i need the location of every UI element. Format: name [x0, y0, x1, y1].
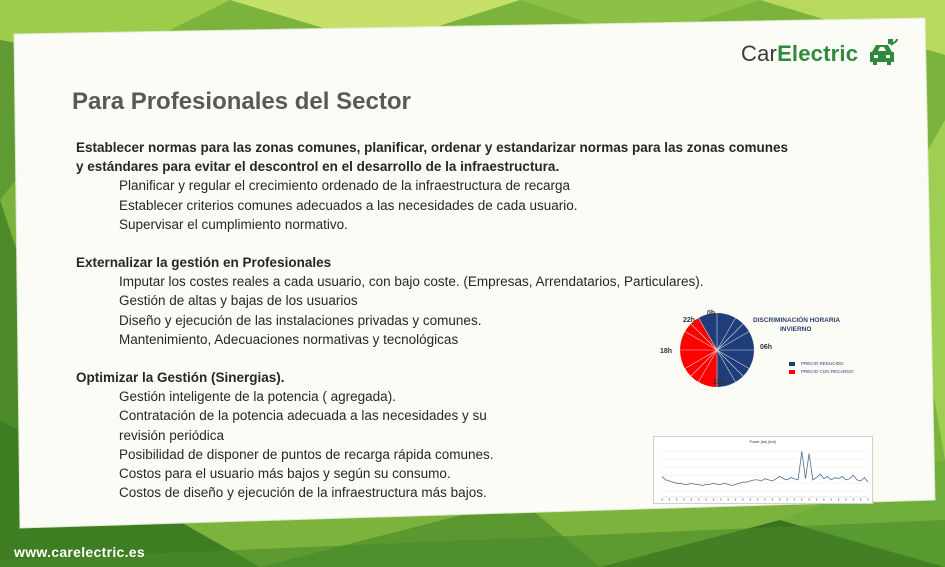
list-item: Gestión inteligente de la potencia ( agregada). [119, 389, 396, 405]
x-tick-mark [706, 499, 707, 501]
legend-item [789, 369, 854, 374]
x-tick-mark [772, 499, 773, 501]
hour-label-12h: 12h [713, 379, 726, 386]
x-tick-mark [713, 499, 714, 501]
x-tick-mark [867, 499, 868, 501]
brand-name: CarElectric [741, 41, 859, 66]
hour-label-0h: 0h [707, 310, 716, 317]
section-heading: Establecer normas para las zonas comunes, planificar, ordenar y estandarizar normas para las zonas comunes [76, 140, 789, 155]
x-tick-mark [742, 499, 743, 501]
section-heading-cont: y estándares para evitar el descontrol en el desarrollo de la infraestructura. [76, 159, 560, 175]
page-title: Para Profesionales del Sector [72, 88, 411, 115]
list-item: Gestión de altas y bajas de los usuarios [119, 293, 358, 309]
x-tick-mark [764, 499, 765, 501]
x-tick-mark [720, 499, 721, 501]
list-item: Diseño y ejecución de las instalaciones privadas y comunes. [119, 312, 482, 328]
x-tick-mark [860, 499, 861, 501]
x-tick-mark [853, 499, 854, 501]
x-tick-mark [779, 499, 780, 501]
x-tick-mark [698, 499, 699, 501]
x-tick-mark [750, 499, 751, 501]
x-tick-mark [676, 499, 677, 501]
legend-swatch [789, 362, 795, 366]
hour-label-06h: 06h [760, 344, 773, 351]
x-tick-mark [684, 499, 685, 501]
x-tick-mark [845, 499, 846, 501]
time-discrimination-chart [655, 308, 875, 388]
list-item: Contratación de la potencia adecuada a las necesidades y su [119, 408, 487, 424]
power-line-chart-svg [654, 437, 872, 503]
x-tick-mark [816, 499, 817, 501]
power-line-chart [653, 436, 873, 504]
mini-chart-title: Power (kw) (kvA) [749, 440, 777, 444]
x-tick-mark [661, 499, 662, 501]
x-tick-mark [838, 499, 839, 501]
brand-logo [741, 34, 900, 74]
chart-subtitle: INVIERNO [780, 326, 812, 333]
list-item: revisión periódica [119, 427, 225, 443]
section-heading: Externalizar la gestión en Profesionales [76, 255, 332, 271]
list-item: Planificar y regular el crecimiento ordenado de la infraestructura de recarga [119, 178, 570, 194]
list-item: Costos de diseño y ejecución de la infraestructura más bajos. [119, 485, 487, 501]
x-tick-mark [794, 499, 795, 501]
legend-label: PRECIO CON RECARGO [801, 369, 854, 374]
list-item: Imputar los costes reales a cada usuario, con bajo coste. (Empresas, Arrendatarios, Particulares). [119, 274, 704, 290]
x-tick-mark [809, 499, 810, 501]
x-tick-mark [823, 499, 824, 501]
list-item: Costos para el usuario más bajos y según su consumo. [119, 466, 451, 482]
list-item: Establecer criterios comunes adecuados a las necesidades de cada usuario. [119, 197, 578, 213]
hour-label-22h: 22h [683, 317, 696, 324]
hour-label-18h: 18h [660, 348, 673, 355]
footer-url: www.carelectric.es [14, 544, 145, 560]
legend-item [789, 361, 844, 366]
list-item: Supervisar el cumplimiento normativo. [119, 216, 348, 232]
list-item: Posibilidad de disponer de puntos de recarga rápida comunes. [119, 446, 494, 462]
list-item: Mantenimiento, Adecuaciones normativas y tecnológicas [119, 331, 459, 347]
x-tick-mark [831, 499, 832, 501]
section-heading: Optimizar la Gestión (Sinergias). [76, 370, 285, 386]
power-series-line [662, 451, 868, 485]
x-tick-mark [787, 499, 788, 501]
x-tick-mark [801, 499, 802, 501]
x-tick-mark [757, 499, 758, 501]
x-tick-mark [669, 499, 670, 501]
chart-title: DISCRIMINACIÓN HORARIA [753, 317, 841, 324]
legend-label: PRECIO REDUCIDO [801, 361, 844, 366]
x-tick-mark [691, 499, 692, 501]
x-tick-mark [728, 499, 729, 501]
legend-swatch [789, 370, 795, 374]
electric-car-plug-icon [864, 36, 900, 72]
x-tick-mark [735, 499, 736, 501]
